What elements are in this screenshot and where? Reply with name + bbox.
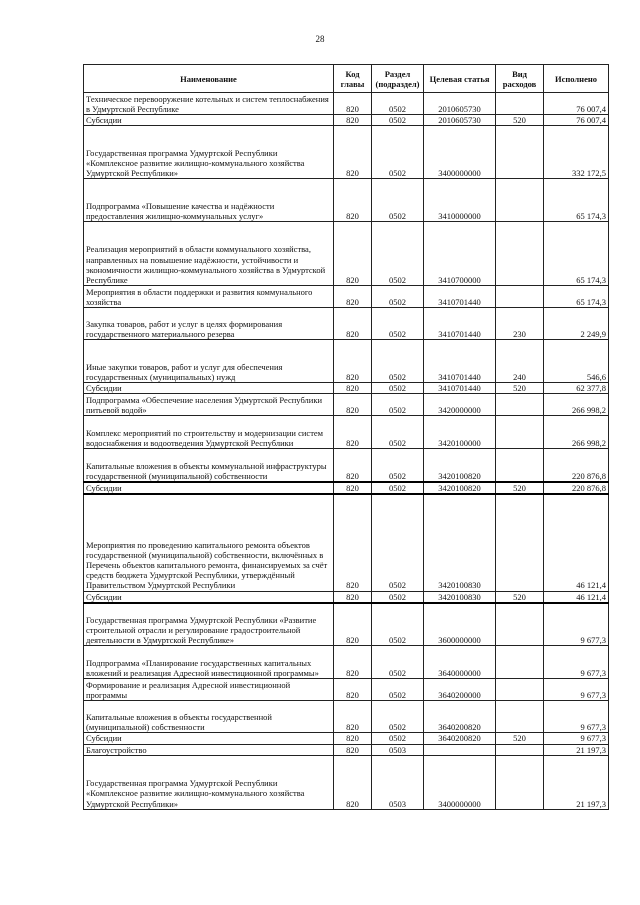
- header-name: Наименование: [84, 65, 334, 93]
- row-section: 0502: [372, 482, 424, 494]
- row-section: 0502: [372, 179, 424, 222]
- row-section: 0502: [372, 286, 424, 308]
- row-expense-type: [496, 701, 544, 733]
- row-chapter: 820: [334, 755, 372, 809]
- table-row: [84, 286, 609, 308]
- row-executed: 46 121,4: [544, 494, 609, 591]
- row-expense-type: 520: [496, 482, 544, 494]
- row-section: 0502: [372, 591, 424, 603]
- row-article: [424, 744, 496, 755]
- row-chapter: 820: [334, 222, 372, 286]
- row-expense-type: 520: [496, 383, 544, 394]
- row-chapter: 820: [334, 591, 372, 603]
- row-executed: 332 172,5: [544, 126, 609, 179]
- page-number: 28: [315, 34, 325, 44]
- row-name: Капитальные вложения в объекты государственной (муниципальной) собственности: [84, 701, 334, 733]
- row-article: 3410701440: [424, 383, 496, 394]
- row-article: 3640200820: [424, 733, 496, 744]
- row-executed: 9 677,3: [544, 603, 609, 646]
- row-executed: 65 174,3: [544, 222, 609, 286]
- row-name: Субсидии: [84, 115, 334, 126]
- table-row: [84, 115, 609, 126]
- row-section: 0502: [372, 646, 424, 679]
- row-chapter: 820: [334, 93, 372, 115]
- row-chapter: 820: [334, 394, 372, 416]
- row-article: 3410701440: [424, 340, 496, 383]
- row-executed: 65 174,3: [544, 286, 609, 308]
- row-expense-type: [496, 222, 544, 286]
- row-executed: 266 998,2: [544, 416, 609, 449]
- row-name: Иные закупки товаров, работ и услуг для обеспечения государственных (муниципальных) нужд: [84, 340, 334, 383]
- row-article: 3420100820: [424, 449, 496, 482]
- row-chapter: 820: [334, 679, 372, 701]
- table-row: [84, 482, 609, 494]
- row-section: 0502: [372, 383, 424, 394]
- row-name: Мероприятия в области поддержки и развития коммунального хозяйства: [84, 286, 334, 308]
- row-section: 0502: [372, 701, 424, 733]
- table-row: [84, 416, 609, 449]
- row-article: 3400000000: [424, 126, 496, 179]
- header-section: Раздел (подраздел): [372, 65, 424, 93]
- row-article: 3400000000: [424, 755, 496, 809]
- header-executed: Исполнено: [544, 65, 609, 93]
- row-section: 0502: [372, 126, 424, 179]
- row-chapter: 820: [334, 383, 372, 394]
- row-section: 0503: [372, 744, 424, 755]
- header-expense-type: Вид расходов: [496, 65, 544, 93]
- table-row: [84, 222, 609, 286]
- row-article: 3420100000: [424, 416, 496, 449]
- row-article: 3410700000: [424, 222, 496, 286]
- row-executed: 9 677,3: [544, 701, 609, 733]
- table-row: [84, 394, 609, 416]
- row-executed: 65 174,3: [544, 179, 609, 222]
- header-chapter: Код главы: [334, 65, 372, 93]
- row-chapter: 820: [334, 744, 372, 755]
- row-section: 0503: [372, 755, 424, 809]
- row-name: Субсидии: [84, 383, 334, 394]
- row-expense-type: [496, 394, 544, 416]
- row-article: 3410000000: [424, 179, 496, 222]
- row-executed: 220 876,8: [544, 449, 609, 482]
- row-expense-type: [496, 679, 544, 701]
- row-article: 3420100830: [424, 591, 496, 603]
- row-chapter: 820: [334, 494, 372, 591]
- row-name: Благоустройство: [84, 744, 334, 755]
- table-row: [84, 679, 609, 701]
- row-article: 3640200000: [424, 679, 496, 701]
- row-section: 0502: [372, 449, 424, 482]
- row-executed: 266 998,2: [544, 394, 609, 416]
- row-name: Подпрограмма «Обеспечение населения Удмуртской Республики питьевой водой»: [84, 394, 334, 416]
- table-row: [84, 340, 609, 383]
- row-expense-type: 240: [496, 340, 544, 383]
- row-expense-type: [496, 603, 544, 646]
- row-section: 0502: [372, 308, 424, 340]
- table-row: [84, 744, 609, 755]
- row-chapter: 820: [334, 449, 372, 482]
- row-chapter: 820: [334, 126, 372, 179]
- row-article: 3640000000: [424, 646, 496, 679]
- row-executed: 2 249,9: [544, 308, 609, 340]
- row-section: 0502: [372, 93, 424, 115]
- row-chapter: 820: [334, 701, 372, 733]
- row-executed: 21 197,3: [544, 744, 609, 755]
- row-article: 3420100820: [424, 482, 496, 494]
- table-row: [84, 383, 609, 394]
- row-section: 0502: [372, 416, 424, 449]
- row-article: 2010605730: [424, 115, 496, 126]
- row-name: Формирование и реализация Адресной инвестиционной программы: [84, 679, 334, 701]
- row-executed: 9 677,3: [544, 733, 609, 744]
- row-name: Техническое перевооружение котельных и систем теплоснабжения в Удмуртской Республике: [84, 93, 334, 115]
- row-article: 2010605730: [424, 93, 496, 115]
- row-expense-type: 520: [496, 591, 544, 603]
- row-expense-type: 520: [496, 733, 544, 744]
- row-chapter: 820: [334, 646, 372, 679]
- table-row: [84, 603, 609, 646]
- row-executed: 9 677,3: [544, 679, 609, 701]
- row-name: Государственная программа Удмуртской Республики «Комплексное развитие жилищно-коммунального хозяйства Удмуртской Республики»: [84, 126, 334, 179]
- row-section: 0502: [372, 394, 424, 416]
- row-executed: 21 197,3: [544, 755, 609, 809]
- row-expense-type: [496, 744, 544, 755]
- row-section: 0502: [372, 115, 424, 126]
- table-row: [84, 308, 609, 340]
- row-executed: 9 677,3: [544, 646, 609, 679]
- row-name: Субсидии: [84, 733, 334, 744]
- row-name: Субсидии: [84, 482, 334, 494]
- row-expense-type: [496, 494, 544, 591]
- row-section: 0502: [372, 222, 424, 286]
- row-executed: 62 377,8: [544, 383, 609, 394]
- row-name: Подпрограмма «Планирование государственных капитальных вложений и реализация Адресной инвестиционной программы»: [84, 646, 334, 679]
- row-expense-type: [496, 646, 544, 679]
- row-chapter: 820: [334, 340, 372, 383]
- row-expense-type: [496, 755, 544, 809]
- row-name: Государственная программа Удмуртской Республики «Развитие строительной отрасли и регулирование градостроительной деятельности в Удмуртской Республике»: [84, 603, 334, 646]
- row-section: 0502: [372, 603, 424, 646]
- row-chapter: 820: [334, 308, 372, 340]
- row-name: Подпрограмма «Повышение качества и надёжности предоставления жилищно-коммунальных услуг»: [84, 179, 334, 222]
- row-section: 0502: [372, 733, 424, 744]
- row-executed: 76 007,4: [544, 115, 609, 126]
- row-chapter: 820: [334, 603, 372, 646]
- row-name: Государственная программа Удмуртской Республики «Комплексное развитие жилищно-коммунального хозяйства Удмуртской Республики»: [84, 755, 334, 809]
- table-row: [84, 591, 609, 603]
- row-name: Комплекс мероприятий по строительству и модернизации систем водоснабжения и водоотведения Удмуртской Республики: [84, 416, 334, 449]
- row-chapter: 820: [334, 286, 372, 308]
- row-article: 3420000000: [424, 394, 496, 416]
- row-article: 3640200820: [424, 701, 496, 733]
- row-expense-type: [496, 93, 544, 115]
- table-row: [84, 126, 609, 179]
- table-row: [84, 701, 609, 733]
- row-expense-type: [496, 416, 544, 449]
- row-expense-type: [496, 126, 544, 179]
- table-row: [84, 179, 609, 222]
- row-chapter: 820: [334, 115, 372, 126]
- row-name: Мероприятия по проведению капитального ремонта объектов государственной (муниципальной) собственности, включённых в Перечень объектов капитального ремонта, финансируемых за счёт средств бюджета Удмуртской Республики, утверждённый Правительством Удмуртской Республики: [84, 494, 334, 591]
- row-section: 0502: [372, 494, 424, 591]
- row-section: 0502: [372, 340, 424, 383]
- row-expense-type: [496, 179, 544, 222]
- row-expense-type: 230: [496, 308, 544, 340]
- row-expense-type: 520: [496, 115, 544, 126]
- row-executed: 220 876,8: [544, 482, 609, 494]
- header-article: Целевая статья: [424, 65, 496, 93]
- row-expense-type: [496, 286, 544, 308]
- table-header-row: [84, 65, 609, 93]
- row-chapter: 820: [334, 482, 372, 494]
- table-row: [84, 93, 609, 115]
- table-row: [84, 449, 609, 482]
- row-expense-type: [496, 449, 544, 482]
- table-row: [84, 646, 609, 679]
- row-chapter: 820: [334, 179, 372, 222]
- table-row: [84, 494, 609, 591]
- row-article: 3410701440: [424, 286, 496, 308]
- row-executed: 546,6: [544, 340, 609, 383]
- row-article: 3420100830: [424, 494, 496, 591]
- budget-table: [83, 64, 609, 810]
- table-row: [84, 755, 609, 809]
- row-name: Закупка товаров, работ и услуг в целях формирования государственного материального резерва: [84, 308, 334, 340]
- row-name: Субсидии: [84, 591, 334, 603]
- table-row: [84, 733, 609, 744]
- row-article: 3410701440: [424, 308, 496, 340]
- row-executed: 76 007,4: [544, 93, 609, 115]
- row-section: 0502: [372, 679, 424, 701]
- row-chapter: 820: [334, 416, 372, 449]
- row-executed: 46 121,4: [544, 591, 609, 603]
- row-name: Капитальные вложения в объекты коммунальной инфраструктуры государственной (муниципальной) собственности: [84, 449, 334, 482]
- row-name: Реализация мероприятий в области коммунального хозяйства, направленных на повышение надёжности, устойчивости и экономичности жилищно-коммунального хозяйства в Удмуртской Республике: [84, 222, 334, 286]
- row-chapter: 820: [334, 733, 372, 744]
- row-article: 3600000000: [424, 603, 496, 646]
